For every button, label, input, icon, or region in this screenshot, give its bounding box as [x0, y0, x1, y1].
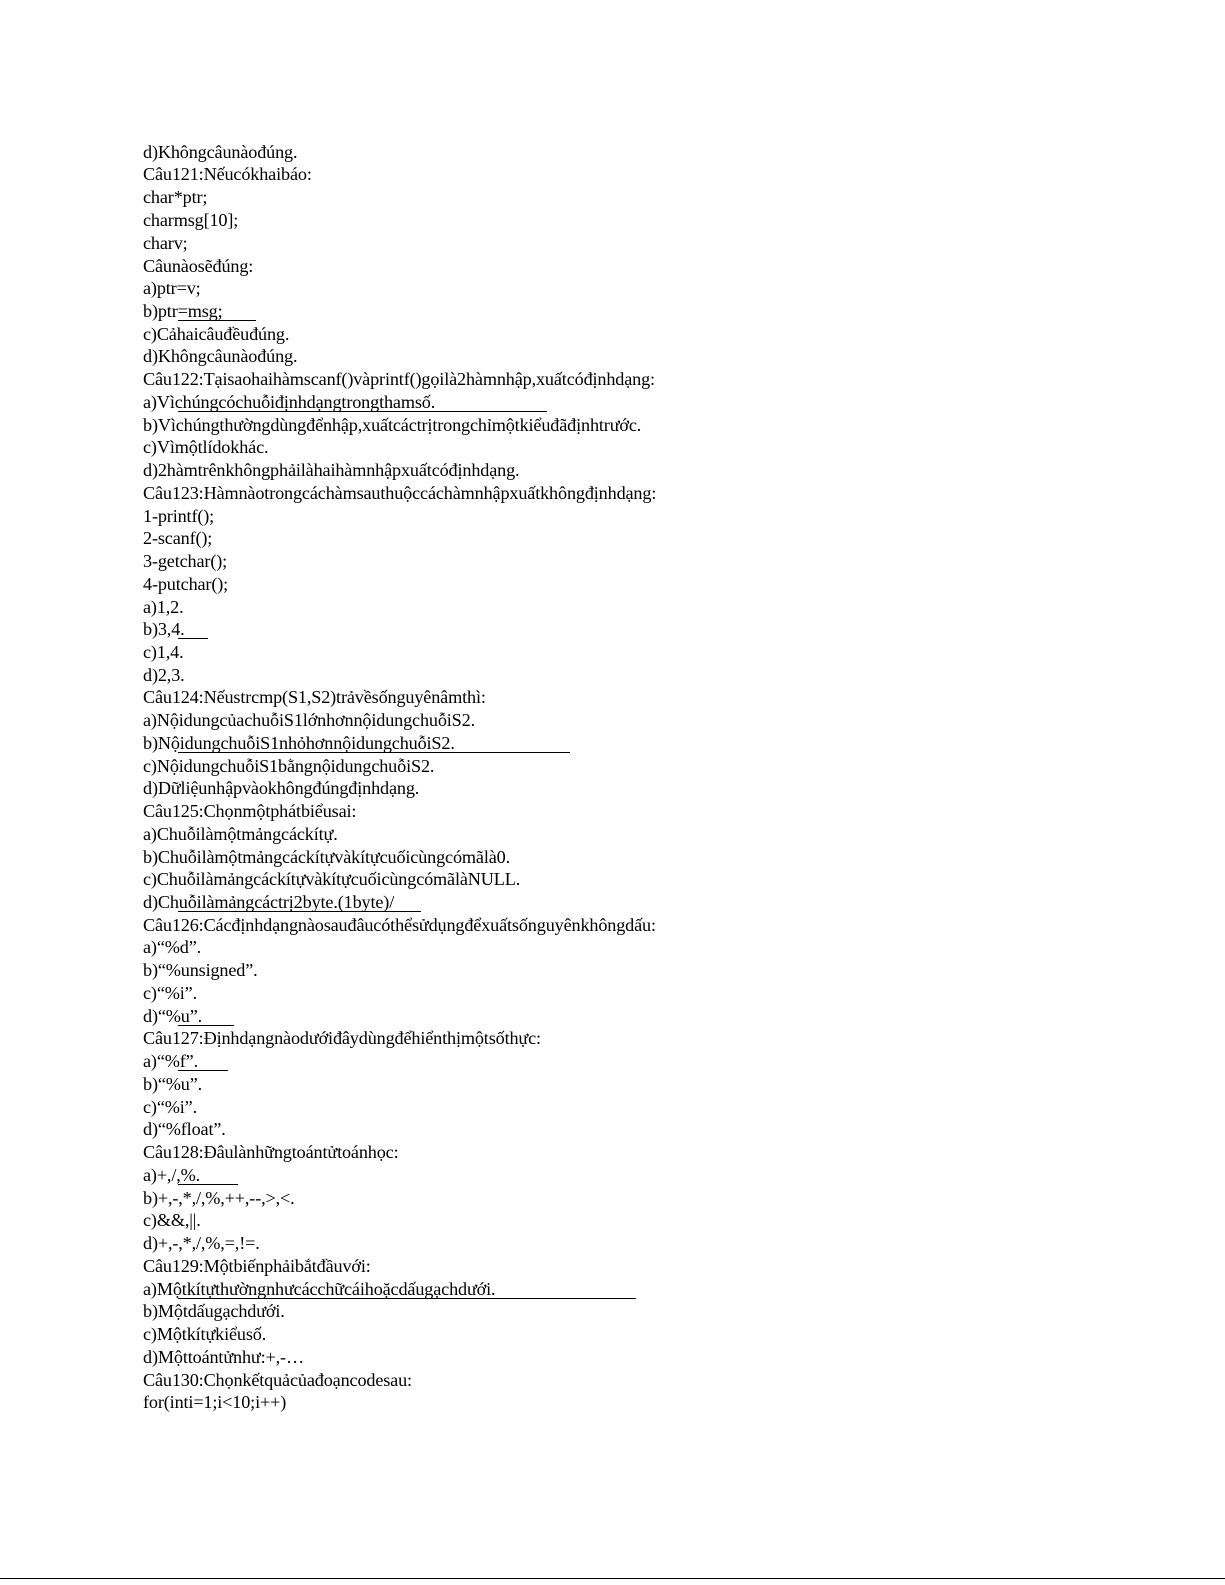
- list-item: 3-getchar();: [143, 551, 228, 571]
- answer-option: d)Khôngcâunàođúng.: [143, 346, 298, 366]
- answer-option: b)Chuỗilàmộtmảngcáckítựvàkítựcuốicùngcómãlà0.: [143, 847, 511, 867]
- answer-underline: [178, 411, 547, 412]
- answer-option: a)1,2.: [143, 597, 184, 617]
- answer-option: d)Chuỗilàmảngcáctrị2byte.(1byte)/: [143, 892, 395, 912]
- answer-option: b)“%unsigned”.: [143, 960, 258, 980]
- question-heading: Câu129:Mộtbiếnphảibắtđầuvới:: [143, 1256, 371, 1276]
- list-item: 4-putchar();: [143, 574, 229, 594]
- list-item: 2-scanf();: [143, 528, 213, 548]
- answer-option: d)Mộttoántửnhư:+,-…: [143, 1347, 304, 1367]
- answer-option: a)+,/,%.: [143, 1165, 201, 1185]
- answer-option: b)+,-,*,/,%,++,--,>,<.: [143, 1188, 295, 1208]
- answer-option: d)Dữliệunhậpvàokhôngđúngđịnhdạng.: [143, 778, 420, 798]
- code-line: char*ptr;: [143, 187, 208, 207]
- answer-option: c)ChuỗilàmảngcáckítựvàkítựcuốicùngcómãlàNULL.: [143, 869, 521, 889]
- answer-option: c)“%i”.: [143, 983, 197, 1003]
- answer-option: d)2hàmtrênkhôngphảilàhaihàmnhậpxuấtcóđịnhdạng.: [143, 460, 520, 480]
- code-line: charv;: [143, 233, 188, 253]
- answer-option: c)&&,||.: [143, 1210, 201, 1230]
- answer-option: a)“%f”.: [143, 1051, 198, 1071]
- answer-option: a)NộidungcủachuỗiS1lớnhơnnộidungchuỗiS2.: [143, 710, 475, 730]
- question-heading: Câu128:Đâulànhữngtoántửtoánhọc:: [143, 1142, 399, 1162]
- question-heading: Câu125:Chọnmộtphátbiểusai:: [143, 801, 357, 821]
- answer-option: a)“%d”.: [143, 937, 202, 957]
- answer-option: b)ptr=msg;: [143, 301, 223, 321]
- answer-option: c)1,4.: [143, 642, 184, 662]
- question-heading: Câu126:Cácđịnhdạngnàosauđâucóthểsửdụngđểxuấtsốnguyênkhôngdấu:: [143, 915, 656, 935]
- answer-underline: [178, 911, 421, 912]
- answer-underline: [178, 1184, 238, 1185]
- answer-option: a)Mộtkítựthườngnhưcácchữcáihoặcdấugạchdưới.: [143, 1279, 496, 1299]
- answer-option: a)ptr=v;: [143, 278, 201, 298]
- answer-underline: [178, 1298, 636, 1299]
- answer-underline: [178, 752, 570, 753]
- answer-option: d)“%float”.: [143, 1119, 226, 1139]
- question-heading: Câu127:Địnhdạngnàodướiđâydùngđểhiểnthịmộtsốthực:: [143, 1028, 541, 1048]
- answer-underline: [178, 320, 256, 321]
- answer-option: c)Cảhaicâuđềuđúng.: [143, 324, 290, 344]
- answer-option: d)+,-,*,/,%,=,!=.: [143, 1233, 260, 1253]
- text-line: d)Khôngcâunàođúng.: [143, 142, 298, 162]
- answer-underline: [178, 1025, 234, 1026]
- question-heading: Câu122:Tạisaohaihàmscanf()vàprintf()gọilà2hàmnhập,xuấtcóđịnhdạng:: [143, 369, 655, 389]
- answer-option: a)Vìchúngcóchuỗiđịnhdạngtrongthamsố.: [143, 392, 436, 412]
- answer-option: c)NộidungchuỗiS1bằngnộidungchuỗiS2.: [143, 756, 435, 776]
- answer-option: c)Mộtkítựkiểusố.: [143, 1324, 267, 1344]
- answer-option: c)Vìmộtlídokhác.: [143, 437, 269, 457]
- text-line: Câunàosẽđúng:: [143, 256, 254, 276]
- answer-option: c)“%i”.: [143, 1097, 197, 1117]
- answer-option: d)“%u”.: [143, 1006, 203, 1026]
- answer-underline: [178, 1070, 228, 1071]
- answer-option: b)3,4.: [143, 619, 185, 639]
- list-item: 1-printf();: [143, 506, 215, 526]
- question-heading: Câu124:Nếustrcmp(S1,S2)trảvềsốnguyênâmthì:: [143, 687, 486, 707]
- answer-option: b)Mộtdấugạchdưới.: [143, 1301, 285, 1321]
- code-line: charmsg[10];: [143, 210, 239, 230]
- answer-option: d)2,3.: [143, 665, 185, 685]
- answer-option: b)“%u”.: [143, 1074, 203, 1094]
- answer-option: a)Chuỗilàmộtmảngcáckítự.: [143, 824, 338, 844]
- answer-option: b)Vìchúngthườngdùngđểnhập,xuấtcáctrịtrongchỉmộtkiểuđãđịnhtrước.: [143, 415, 642, 435]
- code-line: for(inti=1;i<10;i++): [143, 1392, 287, 1412]
- question-heading: Câu121:Nếucókhaibáo:: [143, 164, 312, 184]
- answer-underline: [178, 638, 208, 639]
- page-bottom-rule: [0, 1578, 1225, 1579]
- question-heading: Câu123:Hàmnàotrongcáchàmsauthuộccáchàmnhậpxuấtkhôngđịnhdạng:: [143, 483, 657, 503]
- question-heading: Câu130:Chọnkếtquảcủađoạncodesau:: [143, 1370, 412, 1390]
- answer-option: b)NộidungchuỗiS1nhỏhơnnộidungchuỗiS2.: [143, 733, 455, 753]
